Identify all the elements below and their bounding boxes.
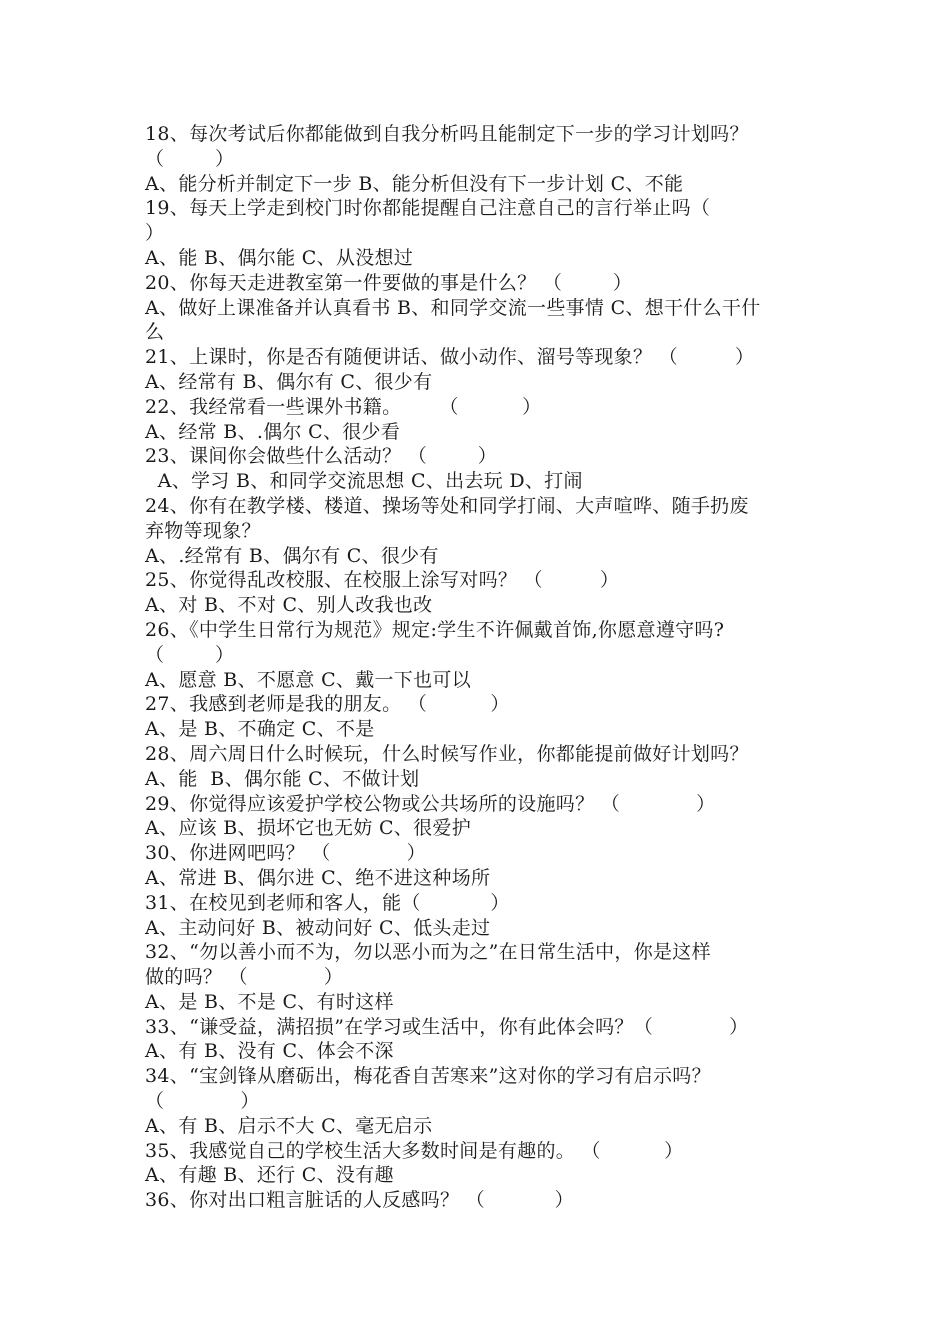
question-33: 33、“谦受益，满招损”在学习或生活中，你有此体会吗？（ ） [145, 1015, 749, 1038]
question-31: 31、在校见到老师和客人，能（ ） [145, 891, 510, 914]
question-20: 20、你每天走进教室第一件要做的事是什么？ （ ） [145, 271, 633, 294]
options-26: A、愿意 B、不愿意 C、戴一下也可以 [145, 668, 472, 691]
question-25: 25、你觉得乱改校服、在校服上涂写对吗？ （ ） [145, 569, 620, 592]
question-18: 18、每次考试后你都能做到自我分析吗且能制定下一步的学习计划吗？ [145, 123, 749, 145]
options-25: A、对 B、不对 C、别人改我也改 [145, 594, 433, 617]
options-31: A、主动问好 B、被动问好 C、低头走过 [145, 916, 491, 939]
question-27: 27、我感到老师是我的朋友。 （ ） [145, 693, 510, 716]
options-30: A、常进 B、偶尔进 C、绝不进这种场所 [145, 866, 491, 889]
question-29: 29、你觉得应该爱护学校公物或公共场所的设施吗？ （ ） [145, 792, 716, 815]
options-27: A、是 B、不确定 C、不是 [145, 718, 375, 741]
question-24-continued: 弃物等现象？ [145, 519, 261, 542]
question-28: 28、周六周日什么时候玩，什么时候写作业，你都能提前做好计划吗？ [145, 742, 749, 765]
question-21: 21、上课时，你是否有随便讲话、做小动作、溜号等现象？ （ ） [145, 346, 755, 369]
questionnaire-text [145, 122, 835, 1213]
answer-blank: ） [145, 222, 165, 245]
question-35: 35、我感觉自己的学校生活大多数时间是有趣的。 （ ） [145, 1139, 684, 1162]
options-35: A、有趣 B、还行 C、没有趣 [145, 1164, 394, 1187]
question-32-continued: 做的吗？ （ ） [145, 966, 344, 989]
options-32: A、是 B、不是 C、有时这样 [145, 990, 394, 1013]
options-33: A、有 B、没有 C、体会不深 [145, 1040, 394, 1063]
question-36: 36、你对出口粗言脏话的人反感吗？ （ ） [145, 1189, 574, 1212]
options-29: A、应该 B、损坏它也无妨 C、很爱护 [145, 817, 472, 840]
question-19: 19、每天上学走到校门时你都能提醒自己注意自己的言行举止吗（ [145, 197, 711, 220]
answer-blank: （ ） [145, 147, 235, 170]
question-24: 24、你有在教学楼、楼道、操场等处和同学打闹、大声喧哗、随手扔废 [145, 494, 749, 517]
question-34: 34、“宝剑锋从磨砺出，梅花香自苦寒来”这对你的学习有启示吗？ [145, 1065, 711, 1088]
options-20-continued: 么 [145, 321, 165, 344]
options-28: A、能 B、偶尔能 C、不做计划 [145, 767, 420, 790]
options-23: A、学习 B、和同学交流思想 C、出去玩 D、打闹 [145, 470, 583, 493]
question-32: 32、“勿以善小而不为，勿以恶小而为之”在日常生活中，你是这样 [145, 941, 711, 964]
options-21: A、经常有 B、偶尔有 C、很少有 [145, 370, 433, 393]
answer-blank: （ ） [145, 643, 235, 666]
options-18: A、能分析并制定下一步 B、能分析但没有下一步计划 C、不能 [145, 172, 684, 195]
question-23: 23、课间你会做些什么活动？ （ ） [145, 445, 498, 468]
options-22: A、经常 B、.偶尔 C、很少看 [145, 420, 401, 443]
question-22: 22、我经常看一些课外书籍。 （ ） [145, 395, 542, 418]
options-24: A、.经常有 B、偶尔有 C、很少有 [145, 544, 439, 567]
answer-blank: （ ） [145, 1090, 260, 1113]
question-30: 30、你进网吧吗？ （ ） [145, 842, 426, 865]
options-34: A、有 B、启示不大 C、毫无启示 [145, 1114, 433, 1137]
options-19: A、能 B、偶尔能 C、从没想过 [145, 246, 414, 269]
options-20: A、做好上课准备并认真看书 B、和同学交流一些事情 C、想干什么干什 [145, 296, 761, 319]
question-26: 26、《中学生日常行为规范》规定:学生不许佩戴首饰,你愿意遵守吗? [145, 618, 725, 641]
